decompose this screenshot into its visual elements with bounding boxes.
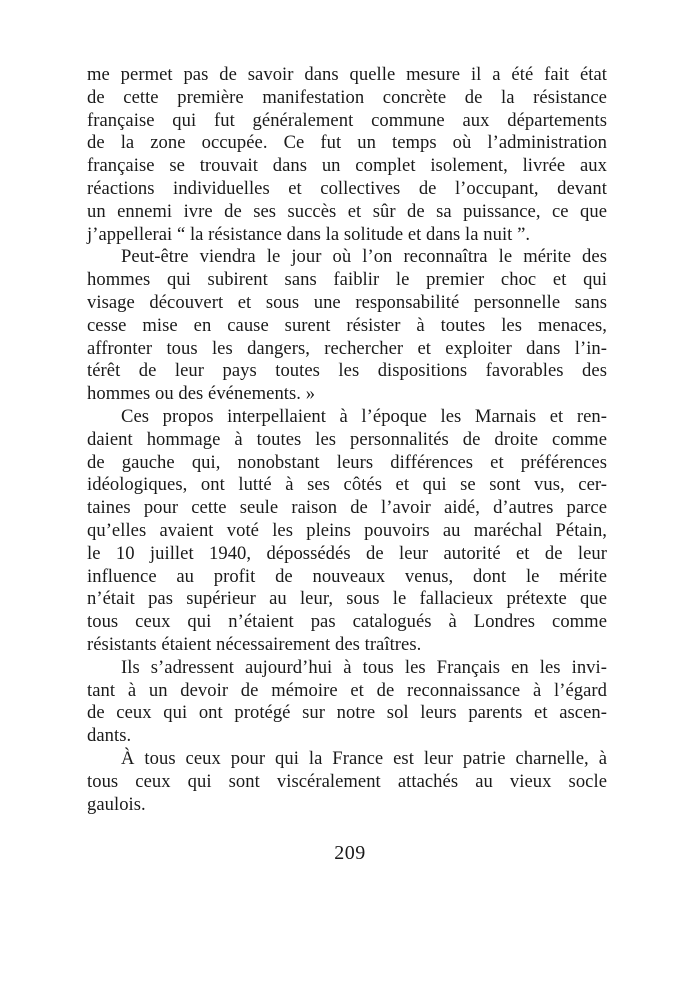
text-line: résistants étaient nécessairement des traîtres. [87, 633, 422, 655]
text-line: influence au profit de nouveaux venus, dont le mérite [87, 565, 607, 587]
text-line: de la zone occupée. Ce fut un temps où l’administration [87, 132, 607, 154]
text-line: affronter tous les dangers, rechercher et exploiter dans l’in- [87, 337, 607, 359]
text-line: de ceux qui ont protégé sur notre sol leurs parents et ascen- [87, 702, 607, 724]
text-line: de cette première manifestation concrète de la résistance [87, 86, 607, 108]
text-line: hommes ou des événements. » [87, 383, 316, 405]
text-line: Ces propos interpellaient à l’époque les Marnais et ren- [121, 405, 607, 427]
text-line: tous ceux qui sont viscéralement attachés au vieux socle [87, 770, 607, 792]
body-text [87, 64, 607, 816]
text-line: gaulois. [87, 793, 146, 815]
text-line: hommes qui subirent sans faiblir le premier choc et qui [87, 269, 607, 291]
text-line: visage découvert et sous une responsabilité personnelle sans [87, 291, 607, 313]
text-line: daient hommage à toutes les personnalités de droite comme [87, 428, 607, 450]
text-line: réactions individuelles et collectives de l’occupant, devant [87, 177, 607, 199]
paragraph-1 [87, 64, 607, 246]
text-line: taines pour cette seule raison de l’avoir aidé, d’autres parce [87, 497, 607, 519]
paragraph-3 [87, 406, 607, 657]
text-line: tant à un devoir de mémoire et de reconnaissance à l’égard [87, 679, 607, 701]
paragraph-4 [87, 657, 607, 748]
paragraph-2 [87, 246, 607, 406]
page-number: 209 [334, 842, 366, 864]
text-line: tous ceux qui n’étaient pas catalogués à Londres comme [87, 611, 607, 633]
text-line: française se trouvait dans un complet isolement, livrée aux [87, 155, 607, 177]
text-line: j’appellerai “ la résistance dans la solitude et dans la nuit ”. [87, 223, 531, 245]
text-line: le 10 juillet 1940, dépossédés de leur autorité et de leur [87, 542, 607, 564]
text-line: française qui fut généralement commune aux départements [87, 109, 607, 131]
text-line: Ils s’adressent aujourd’hui à tous les Français en les invi- [121, 656, 607, 678]
text-line: me permet pas de savoir dans quelle mesure il a été fait état [87, 64, 607, 85]
text-line: dants. [87, 725, 132, 747]
text-line: térêt de leur pays toutes les dispositions favorables des [87, 360, 607, 382]
text-line: un ennemi ivre de ses succès et sûr de sa puissance, ce que [87, 200, 607, 222]
text-line: cesse mise en cause surent résister à toutes les menaces, [87, 314, 607, 336]
text-line: Peut-être viendra le jour où l’on reconnaîtra le mérite des [121, 246, 607, 268]
text-line: idéologiques, ont lutté à ses côtés et qui se sont vus, cer- [87, 474, 607, 496]
text-line: n’était pas supérieur au leur, sous le fallacieux prétexte que [87, 588, 607, 610]
text-line: qu’elles avaient voté les pleins pouvoirs au maréchal Pétain, [87, 519, 607, 541]
text-line: de gauche qui, nonobstant leurs différences et préférences [87, 451, 607, 473]
paragraph-5 [87, 748, 607, 816]
text-line: À tous ceux pour qui la France est leur patrie charnelle, à [121, 747, 607, 769]
